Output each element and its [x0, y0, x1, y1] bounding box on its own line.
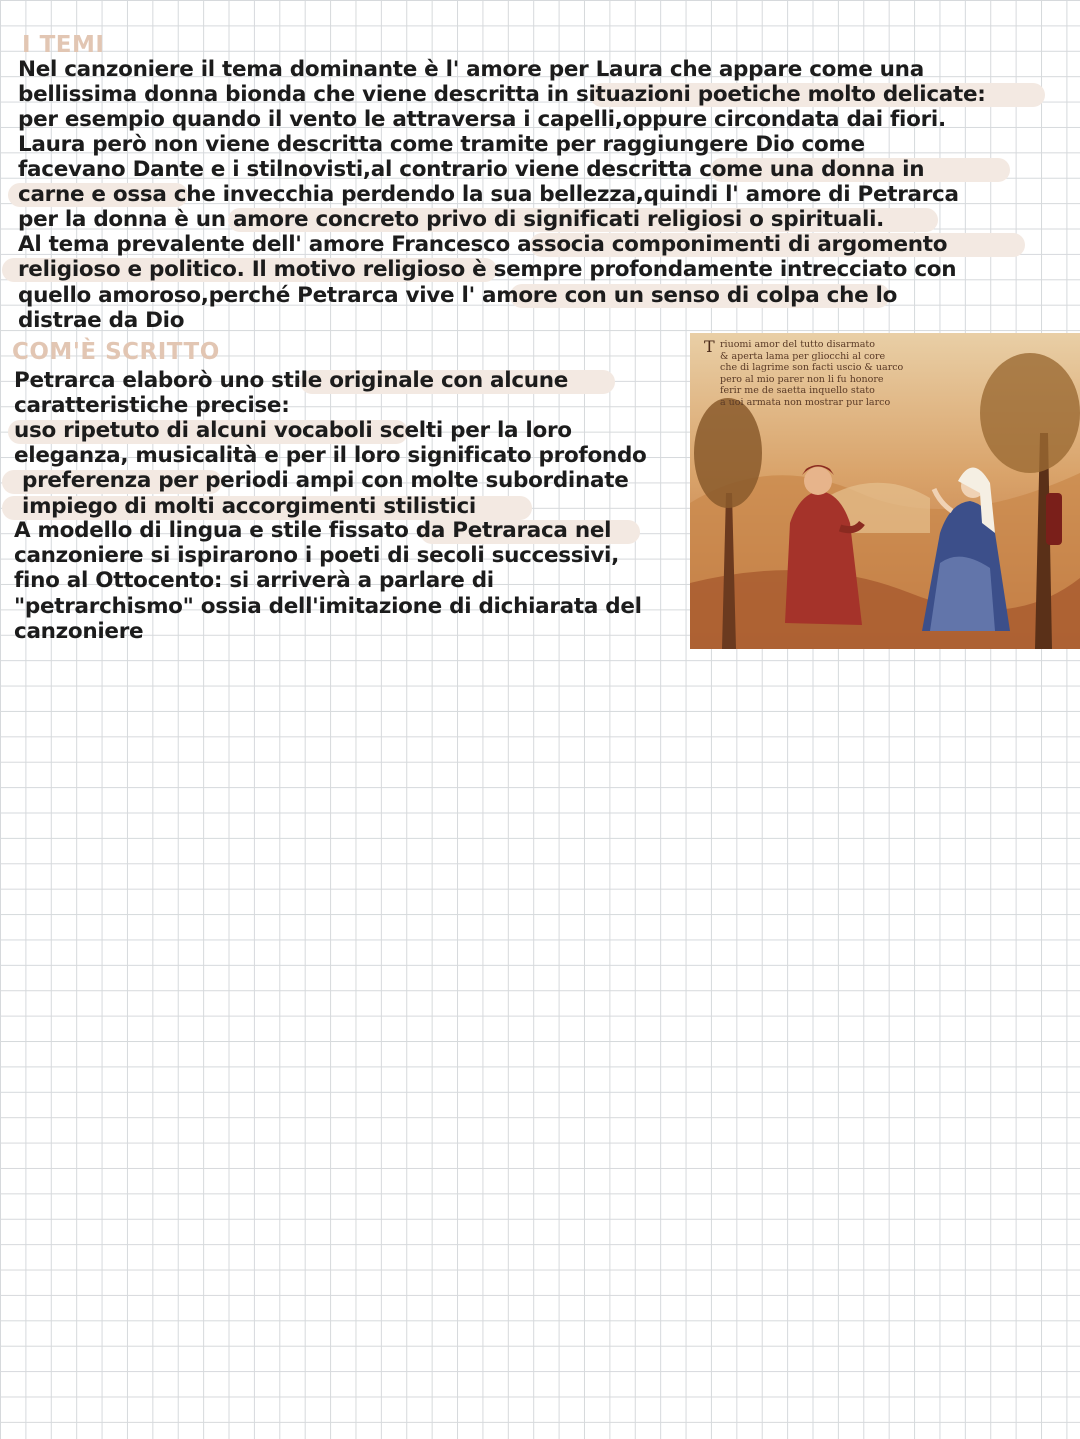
text-line: quello amoroso,perché Petrarca vive l' amore con un senso di colpa che lo	[18, 283, 898, 308]
section-heading-temi: I TEMI	[22, 32, 105, 58]
text-line: A modello di lingua e stile fissato da Petraraca nel	[14, 518, 612, 543]
text-line: "petrarchismo" ossia dell'imitazione di dichiarata del	[14, 594, 642, 619]
text-line: Nel canzoniere il tema dominante è l' amore per Laura che appare come una	[18, 57, 924, 82]
text-line: Petrarca elaborò uno stile originale con alcune	[14, 368, 569, 393]
text-line: distrae da Dio	[18, 308, 185, 333]
text-line: caratteristiche precise:	[14, 393, 290, 418]
text-line: religioso e politico. Il motivo religioso è sempre profondamente intrecciato con	[18, 257, 957, 282]
manuscript-illustration	[690, 333, 1080, 649]
list-item: preferenza per periodi ampi con molte subordinate	[22, 468, 629, 493]
text-line: per la donna è un amore concreto privo di significati religiosi o spirituali.	[18, 207, 885, 232]
list-item: uso ripetuto di alcuni vocaboli scelti per la loro	[14, 418, 572, 443]
text-line: Laura però non viene descritta come tramite per raggiungere Dio come	[18, 132, 865, 157]
text-line: Al tema prevalente dell' amore Francesco associa componimenti di argomento	[18, 232, 948, 257]
text-line: eleganza, musicalità e per il loro significato profondo	[14, 443, 647, 468]
text-line: canzoniere	[14, 619, 144, 644]
text-line: facevano Dante e i stilnovisti,al contrario viene descritta come una donna in	[18, 157, 925, 182]
text-line: bellissima donna bionda che viene descritta in situazioni poetiche molto delicate:	[18, 82, 986, 107]
text-line: canzoniere si ispirarono i poeti di secoli successivi,	[14, 543, 619, 568]
text-line: fino al Ottocento: si arriverà a parlare di	[14, 568, 494, 593]
text-line: carne e ossa che invecchia perdendo la sua bellezza,quindi l' amore di Petrarca	[18, 182, 959, 207]
manuscript-inscription: riuomi amor del tutto disarmato & aperta lama per gliocchi al core che di lagrime son facti uscio & uarco pero al mio parer non li fu honore ferir me de saetta inquello stato a uoi armata non mostrar pur larco	[720, 339, 904, 408]
text-line: per esempio quando il vento le attraversa i capelli,oppure circondata dai fiori.	[18, 107, 946, 132]
drop-cap: T	[704, 337, 715, 356]
section-heading-com-e-scritto: COM'È SCRITTO	[12, 339, 220, 365]
list-item: impiego di molti accorgimenti stilistici	[22, 494, 476, 519]
